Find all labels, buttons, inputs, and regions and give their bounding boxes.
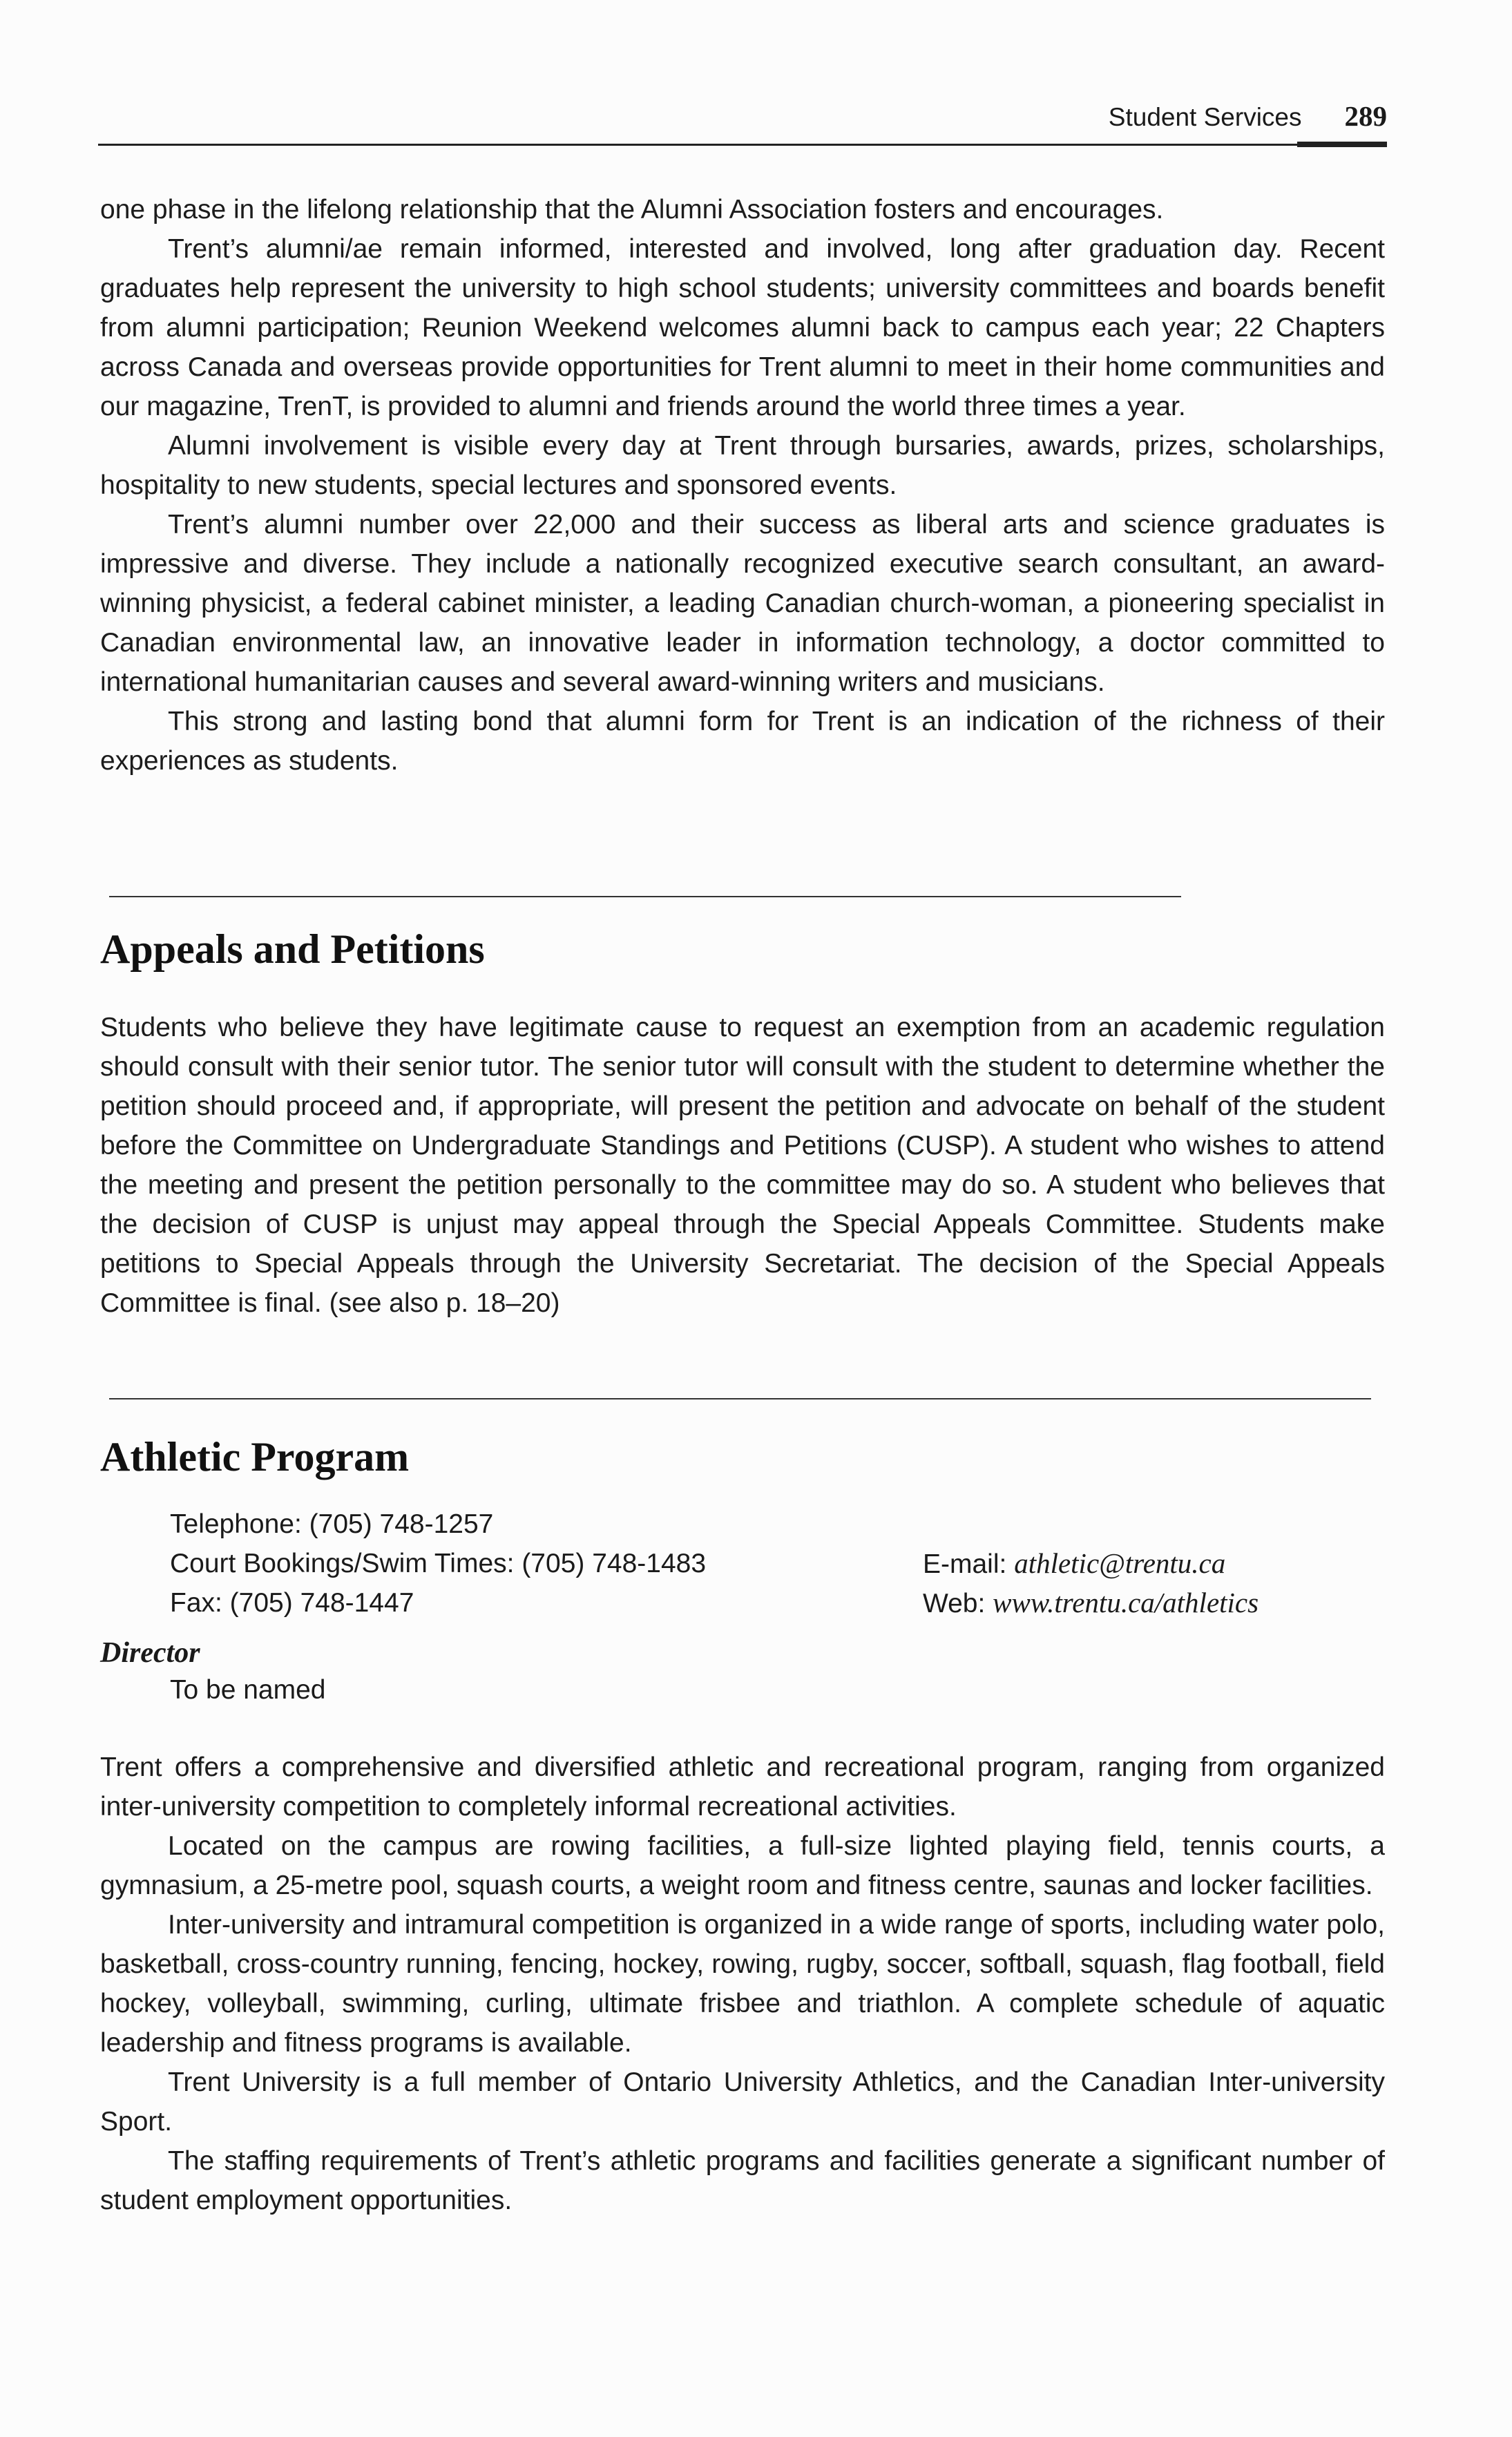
alumni-paragraph: Trent’s alumni/ae remain informed, interested and involved, long after graduation day. Recent graduates help represent the university to high school students; university committees and boards benefit from alumni participation; Reunion Weekend welcomes alumni back to campus each year; 22 Chapters across Canada and overseas provide opportunities for Trent alumni to meet in their home communities and our magazine, TrenT, is provided to alumni and friends around the world three times a year. [100,234,1385,421]
telephone-number: Telephone: (705) 748-1257 [170,1509,494,1539]
page-header [98,91,1387,153]
header-rule-bar [1297,142,1387,147]
section-divider [109,1398,1371,1399]
athletic-text [100,1748,1385,2220]
web-line [923,1583,1259,1623]
header-rule [98,144,1387,146]
section-divider [109,896,1181,897]
email-line [923,1544,1225,1584]
court-bookings-number: Court Bookings/Swim Times: (705) 748-1483 [170,1549,707,1578]
athletic-paragraph: Trent University is a full member of Ontario University Athletics, and the Canadian Inter-university Sport. [100,2067,1385,2137]
athletic-paragraph: The staffing requirements of Trent’s athletic programs and facilities generate a significant number of student employment opportunities. [100,2146,1385,2215]
alumni-paragraph: one phase in the lifelong relationship that the Alumni Association fosters and encourages. [100,195,1164,224]
athletic-paragraph: Inter-university and intramural competition is organized in a wide range of sports, including water polo, basketball, cross-country running, fencing, hockey, rowing, rugby, soccer, softball, squash, flag football, field hockey, volleyball, swimming, curling, ultimate frisbee and triathlon. A complete schedule of aquatic leadership and fitness programs is available. [100,1910,1385,2058]
alumni-paragraph: This strong and lasting bond that alumni form for Trent is an indication of the richness of their experiences as students. [100,707,1385,776]
athletic-paragraph: Trent offers a comprehensive and diversified athletic and recreational program, ranging from organized inter-university competition to completely informal recreational activities. [100,1752,1385,1822]
page-number: 289 [1344,100,1387,132]
director-label: Director [100,1637,200,1669]
fax-number: Fax: (705) 748-1447 [170,1588,414,1618]
section-title-appeals: Appeals and Petitions [100,926,485,972]
email-link[interactable]: athletic@trentu.ca [1014,1547,1226,1579]
director-value: To be named [170,1675,326,1705]
alumni-paragraph: Alumni involvement is visible every day at Trent through bursaries, awards, prizes, scholarships, hospitality to new students, special lectures and sponsored events. [100,431,1385,500]
appeals-paragraph: Students who believe they have legitimate cause to request an exemption from an academic regulation should consult with their senior tutor. The senior tutor will consult with the student to determine whether the petition should proceed and, if appropriate, will present the petition and advocate on behalf of the student before the Committee on Undergraduate Standings and Petitions (CUSP). A student who wishes to attend the meeting and present the petition personally to the committee may do so. A student who believes that the decision of CUSP is unjust may appeal through the Special Appeals Committee. Students make petitions to Special Appeals through the University Secretariat. The decision of the Special Appeals Committee is final. (see also p. 18–20) [100,1013,1385,1318]
web-link[interactable]: www.trentu.ca/athletics [993,1587,1259,1618]
athletic-paragraph: Located on the campus are rowing facilities, a full-size lighted playing field, tennis courts, a gymnasium, a 25-metre pool, squash courts, a weight room and fitness centre, saunas and locker facilities. [100,1831,1385,1900]
running-head [1109,99,1387,133]
alumni-text [100,190,1385,781]
email-label: E-mail: [923,1549,1015,1579]
appeals-text [100,1008,1385,1323]
athletic-contacts [170,1504,1386,1623]
alumni-paragraph: Trent’s alumni number over 22,000 and their success as liberal arts and science graduates is impressive and diverse. They include a nationally recognized executive search consultant, an award-winning physicist, a federal cabinet minister, a leading Canadian church-woman, a pioneering specialist in Canadian environmental law, an innovative leader in information technology, a doctor committed to international humanitarian causes and several award-winning writers and musicians. [100,510,1385,697]
web-label: Web: [923,1589,993,1618]
running-head-section: Student Services [1108,103,1302,131]
section-title-athletic: Athletic Program [100,1434,410,1480]
